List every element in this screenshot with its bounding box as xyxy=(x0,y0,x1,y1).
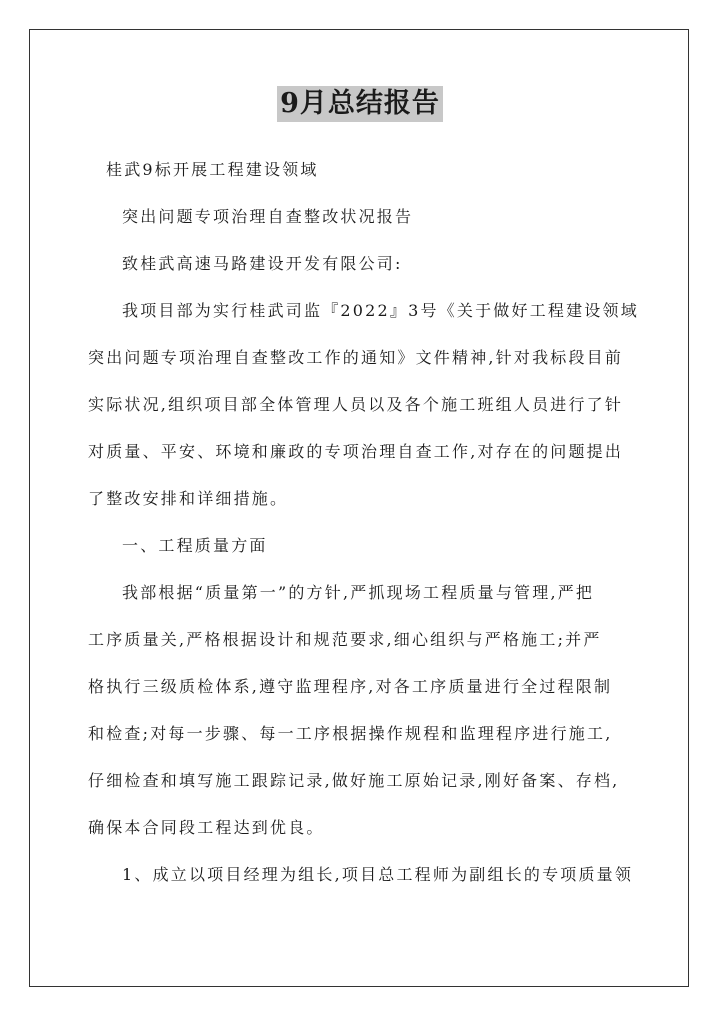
subtitle-line-2: 突出问题专项治理自查整改状况报告 xyxy=(122,207,414,226)
salutation: 致桂武高速马路建设开发有限公司: xyxy=(122,254,403,273)
paragraph-line: 确保本合同段工程达到优良。 xyxy=(88,818,325,837)
paragraph-line: 对质量、平安、环境和廉政的专项治理自查工作,对存在的问题提出 xyxy=(88,442,624,461)
list-item: 1、成立以项目经理为组长,项目总工程师为副组长的专项质量领 xyxy=(122,865,634,884)
paragraph-line: 仔细检查和填写施工跟踪记录,做好施工原始记录,刚好备案、存档, xyxy=(88,771,620,790)
paragraph-line: 实际状况,组织项目部全体管理人员以及各个施工班组人员进行了针 xyxy=(88,395,624,414)
paragraph-line: 了整改安排和详细措施。 xyxy=(88,489,289,508)
paragraph-line: 格执行三级质检体系,遵守监理程序,对各工序质量进行全过程限制 xyxy=(88,677,613,696)
document-title: 9月总结报告 xyxy=(277,86,443,122)
title-container xyxy=(0,86,720,122)
paragraph-line: 突出问题专项治理自查整改工作的通知》文件精神,针对我标段目前 xyxy=(88,348,624,367)
paragraph-line: 我项目部为实行桂武司监『2022』3号《关于做好工程建设领域 xyxy=(122,301,639,320)
paragraph-line: 和检查;对每一步骤、每一工序根据操作规程和监理程序进行施工, xyxy=(88,724,613,743)
paragraph-line: 我部根据“质量第一”的方针,严抓现场工程质量与管理,严把 xyxy=(122,583,595,602)
subtitle-line-1: 桂武9标开展工程建设领域 xyxy=(106,160,319,179)
section-heading: 一、工程质量方面 xyxy=(122,536,268,555)
paragraph-line: 工序质量关,严格根据设计和规范要求,细心组织与严格施工;并严 xyxy=(88,630,602,649)
